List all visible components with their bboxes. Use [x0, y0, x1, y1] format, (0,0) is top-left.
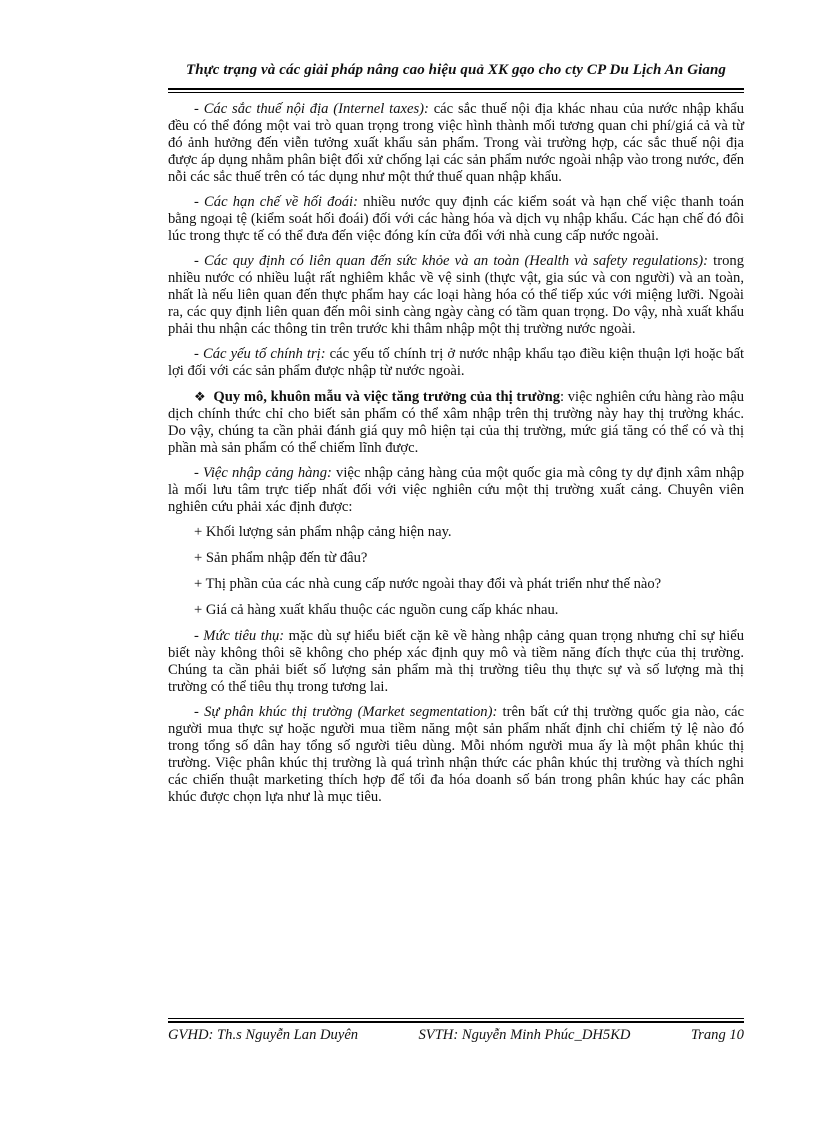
paragraph-imports: [168, 465, 744, 516]
paragraph-lead: - Các yếu tố chính trị:: [194, 346, 326, 362]
header-title: Thực trạng và các giải pháp nâng cao hiệu quả XK gạo cho cty CP Du Lịch An Giang: [185, 62, 727, 78]
list-item: + Thị phần của các nhà cung cấp nước ngoài thay đổi và phát triển như thế nào?: [194, 576, 662, 592]
paragraph-lead: Quy mô, khuôn mẫu và việc tăng trưởng của thị trường: [213, 389, 560, 405]
paragraph-body: các yếu tố chính trị ở nước nhập khẩu tạo điều kiện thuận lợi hoặc bất lợi đối với các sản phẩm được nhập từ nước ngoài.: [168, 346, 744, 379]
paragraph-internal-taxes: [168, 101, 744, 186]
list-item: + Khối lượng sản phẩm nhập cảng hiện nay.: [194, 524, 452, 540]
footer-advisor: GVHD: Th.s Nguyễn Lan Duyên: [168, 1027, 359, 1043]
paragraph-body: mặc dù sự hiểu biết cặn kẽ về hàng nhập cảng quan trọng nhưng chỉ sự hiểu biết này không thôi sẽ không cho phép xác định quy mô và tiềm năng đích thực của thị trường. Chúng ta cần phải biết số lượng sản phẩm mà thị trường tiêu thụ thực sự và số lượng mà thị trường có thể tiêu thụ trong tương lai.: [168, 628, 745, 695]
paragraph-body: việc nhập cảng hàng của một quốc gia mà công ty dự định xâm nhập là mối lưu tâm trực tiếp nhất đối với việc nghiên cứu một thị trường xuất cảng. Chuyên viên nghiên cứu phải xác định được:: [168, 465, 744, 515]
diamond-bullet-icon: ❖: [194, 389, 206, 404]
paragraph-body: : việc nghiên cứu hàng rào mậu dịch chính thức chỉ cho biết sản phẩm có thể xâm nhập trên thị trường này hay thị trường khác. Do vậy, chúng ta cần phải đánh giá quy mô hiện tại của thị trường, mức giá tăng có thể có và thị phần mà sản phẩm có thể chiếm lĩnh được.: [168, 389, 744, 456]
paragraph-body: trên bất cứ thị trường quốc gia nào, các người mua thực sự hoặc người mua tiềm năng một sản phẩm nhất định chỉ chiếm tỷ lệ nào đó trong tổng số dân hay tổng số người tiêu dùng. Mỗi nhóm người mua ấy là một phân khúc thị trường. Việc phân khúc thị trường là quá trình nhận thức các phân khúc thị trường và thích nghi các chiến thuật marketing thích hợp để tối đa hóa doanh số bán trong phân khúc hay các phân khúc được chọn lựa như là mục tiêu.: [168, 704, 744, 805]
paragraph-lead: - Sự phân khúc thị trường (Market segmentation):: [194, 704, 498, 720]
paragraph-lead: - Các hạn chế về hối đoái:: [194, 194, 358, 210]
paragraph-lead: - Các sắc thuế nội địa (Internel taxes):: [194, 101, 429, 117]
paragraph-lead: - Việc nhập cảng hàng:: [194, 465, 332, 481]
paragraph-health-safety: [168, 253, 744, 338]
paragraph-consumption: [168, 628, 744, 696]
paragraph-political-factors: [168, 346, 744, 380]
header-rule: [168, 88, 744, 93]
paragraph-body: trong nhiều nước có nhiều luật rất nghiêm khắc về vệ sinh (thực vật, gia súc và con người) và an toàn, nhất là nếu liên quan đến thực phẩm hay các loại hàng hóa có thể tiếp xúc với miệng lưỡi. Ngoài ra, các quy định liên quan đến môi sinh càng ngày càng có tầm quan trọng. Do vậy, nhà xuất khẩu phải thu nhận các thông tin trên trước khi thâm nhập một thị trường nước ngoài.: [168, 253, 744, 337]
footer-rule: [168, 1018, 744, 1023]
list-item: + Giá cả hàng xuất khẩu thuộc các nguồn cung cấp khác nhau.: [194, 602, 559, 618]
paragraph-lead: - Mức tiêu thụ:: [194, 628, 285, 644]
paragraph-lead: - Các quy định có liên quan đến sức khỏe và an toàn (Health và safety regulations):: [194, 253, 709, 269]
footer-student: SVTH: Nguyễn Minh Phúc_DH5KD: [418, 1027, 631, 1043]
paragraph-market-scale: [168, 388, 744, 457]
paragraph-exchange-controls: [168, 194, 744, 245]
paragraph-market-segmentation: [168, 704, 744, 806]
page-content: [168, 101, 744, 814]
footer-page-number: Trang 10: [690, 1027, 744, 1043]
page-footer: [168, 1027, 744, 1044]
paragraph-body: các sắc thuế nội địa khác nhau của nước nhập khẩu đều có thể đóng một vai trò quan trọng trong việc hình thành mối tương quan chi phí/giá cả và từ đó ảnh hưởng đến viễn tưởng xuất khẩu sản phẩm. Trong vài trường hợp, các sắc thuế nội địa được áp dụng nhằm phân biệt đối xử chống lại các sản phẩm nước ngoài nhập vào trong nước, đến nỗi các sắc thuế trên có tác dụng như một thứ thuế quan nhập khẩu.: [168, 101, 745, 185]
paragraph-body: nhiều nước quy định các kiểm soát và hạn chế việc thanh toán bằng ngoại tệ (kiểm soát hối đoái) đối với các hàng hóa và dịch vụ nhập khẩu. Các hạn chế đó đôi lúc trong thực tế có thể đưa đến việc đóng kín cửa đối với nhà cung cấp nước ngoài.: [168, 194, 744, 244]
list-item: + Sản phẩm nhập đến từ đâu?: [194, 550, 368, 566]
